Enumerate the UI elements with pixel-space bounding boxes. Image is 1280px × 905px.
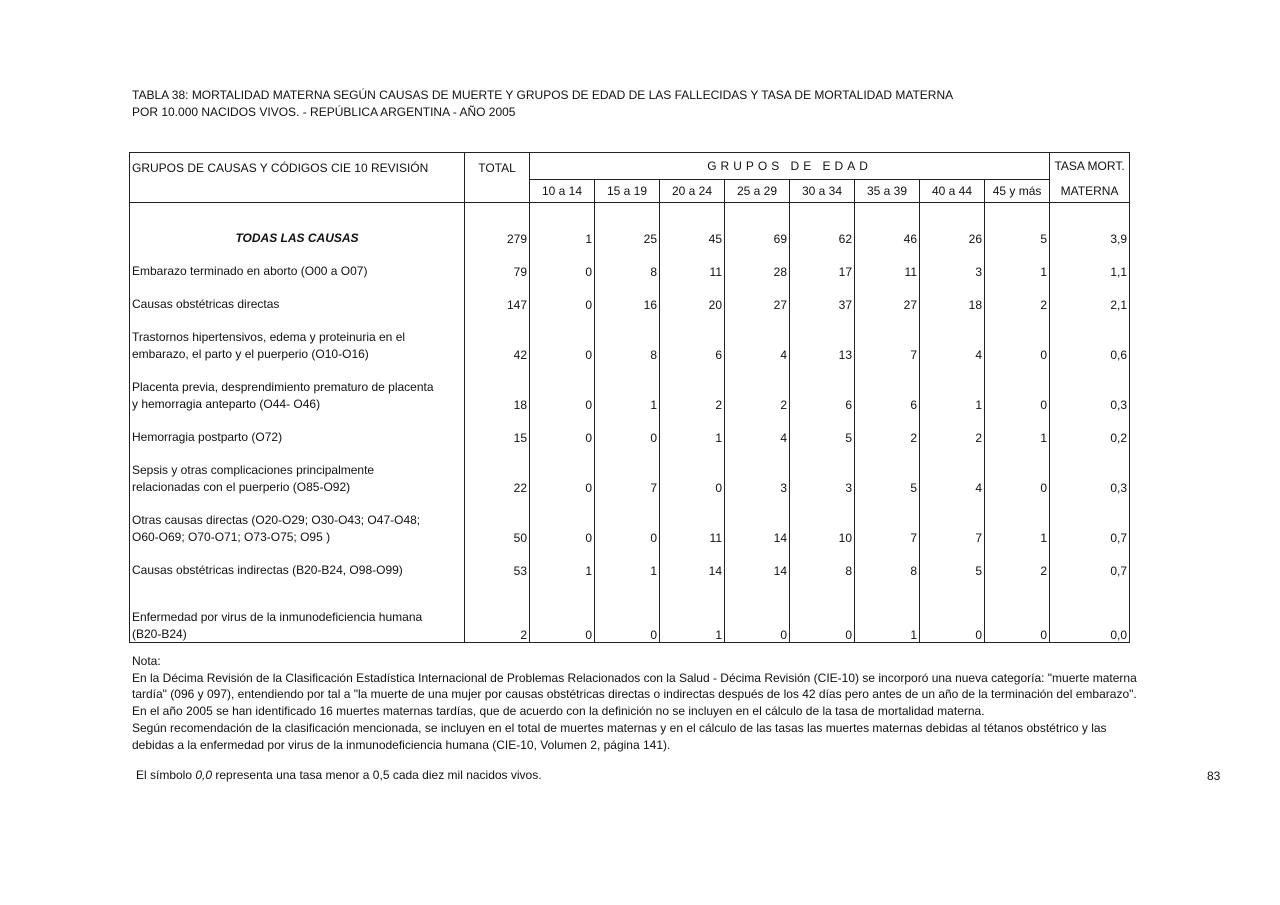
row-rate: 0,0 bbox=[1050, 578, 1130, 643]
notes-line: En la Décima Revisión de la Clasificación Estadística Internacional de Problemas Relacionados con la Salud - Décima Revisión (CIE-10) se incorporó una nueva categoría: "muerte materna bbox=[132, 670, 1137, 685]
row-age-value: 0 bbox=[920, 578, 985, 643]
row-age-value: 1 bbox=[985, 246, 1050, 279]
notes-line: tardía" (096 y 097), entendiendo por tal a "la muerte de una mujer por causas obstétricas directas o indirectas después de los 42 días pero antes de un año de la terminación del embarazo". bbox=[132, 687, 1137, 702]
row-age-value: 4 bbox=[920, 445, 985, 495]
row-rate: 0,3 bbox=[1050, 362, 1130, 412]
row-rate: 0,2 bbox=[1050, 412, 1130, 445]
row-age-value: 16 bbox=[595, 279, 660, 312]
row-label bbox=[130, 545, 465, 578]
row-label bbox=[130, 412, 465, 445]
header-age-3: 20 a 24 bbox=[660, 180, 725, 203]
row-label-line-1: Trastornos hipertensivos, edema y proteinuria en el bbox=[132, 330, 406, 344]
header-age-groups: GRUPOS DE EDAD bbox=[530, 153, 1050, 180]
row-age-value: 0 bbox=[660, 445, 725, 495]
table-row bbox=[130, 445, 1130, 495]
row-age-value: 0 bbox=[530, 312, 595, 362]
row-age-value: 2 bbox=[855, 412, 920, 445]
row-age-value: 25 bbox=[595, 203, 660, 247]
row-age-value: 46 bbox=[855, 203, 920, 247]
header-rate-line-2: MATERNA bbox=[1050, 180, 1130, 203]
row-age-value: 11 bbox=[660, 246, 725, 279]
row-total: 22 bbox=[465, 445, 530, 495]
header-row bbox=[130, 153, 1130, 180]
row-age-value: 1 bbox=[985, 412, 1050, 445]
table-title-line-1: TABLA 38: MORTALIDAD MATERNA SEGÚN CAUSAS DE MUERTE Y GRUPOS DE EDAD DE LAS FALLECIDAS Y TASA DE MORTALIDAD MATERNA bbox=[132, 88, 954, 102]
row-age-value: 13 bbox=[790, 312, 855, 362]
row-age-value: 0 bbox=[530, 578, 595, 643]
row-age-value: 5 bbox=[855, 445, 920, 495]
row-label-line-2: O60-O69; O70-O71; O73-O75; O95 ) bbox=[132, 529, 331, 544]
table-row bbox=[130, 545, 1130, 578]
row-age-value: 7 bbox=[855, 312, 920, 362]
header-causes: GRUPOS DE CAUSAS Y CÓDIGOS CIE 10 REVISIÓN bbox=[132, 161, 429, 175]
row-age-value: 20 bbox=[660, 279, 725, 312]
row-age-value: 0 bbox=[595, 412, 660, 445]
row-age-value: 5 bbox=[790, 412, 855, 445]
table-row bbox=[130, 312, 1130, 362]
row-age-value: 1 bbox=[920, 362, 985, 412]
notes bbox=[132, 653, 1192, 753]
row-age-value: 0 bbox=[530, 362, 595, 412]
row-age-value: 0 bbox=[725, 578, 790, 643]
row-age-value: 0 bbox=[530, 445, 595, 495]
row-age-value: 8 bbox=[790, 545, 855, 578]
row-total: 15 bbox=[465, 412, 530, 445]
header-age-2: 15 a 19 bbox=[595, 180, 660, 203]
row-rate: 0,7 bbox=[1050, 495, 1130, 545]
row-age-value: 4 bbox=[920, 312, 985, 362]
row-label bbox=[130, 362, 465, 412]
row-age-value: 11 bbox=[660, 495, 725, 545]
row-label bbox=[130, 246, 465, 279]
row-total: 279 bbox=[465, 203, 530, 247]
header-age-4: 25 a 29 bbox=[725, 180, 790, 203]
row-rate: 3,9 bbox=[1050, 203, 1130, 247]
row-label bbox=[130, 312, 465, 362]
header-age-8: 45 y más bbox=[985, 180, 1050, 203]
row-age-value: 26 bbox=[920, 203, 985, 247]
row-age-value: 1 bbox=[985, 495, 1050, 545]
row-age-value: 45 bbox=[660, 203, 725, 247]
table-row bbox=[130, 412, 1130, 445]
notes-line: En el año 2005 se han identificado 16 muertes maternas tardías, que de acuerdo con la definición no se incluyen en el cálculo de la tasa de mortalidad materna. bbox=[132, 704, 985, 719]
row-total: 2 bbox=[465, 578, 530, 643]
row-age-value: 6 bbox=[855, 362, 920, 412]
row-label-line-2: (B20-B24) bbox=[132, 626, 187, 641]
row-label-line-2: relacionadas con el puerperio (O85-O92) bbox=[132, 479, 351, 494]
table-row bbox=[130, 246, 1130, 279]
row-total: 147 bbox=[465, 279, 530, 312]
table-title-line-2: POR 10.000 NACIDOS VIVOS. - REPÚBLICA ARGENTINA - AÑO 2005 bbox=[132, 105, 516, 119]
row-age-value: 4 bbox=[725, 312, 790, 362]
mortality-table bbox=[129, 152, 1130, 643]
row-age-value: 0 bbox=[530, 495, 595, 545]
row-age-value: 28 bbox=[725, 246, 790, 279]
row-label bbox=[130, 578, 465, 643]
table-title bbox=[132, 87, 953, 121]
symbol-note-suffix: representa una tasa menor a 0,5 cada diez mil nacidos vivos. bbox=[212, 768, 542, 782]
row-label-line-2: y hemorragia anteparto (O44- O46) bbox=[132, 396, 321, 411]
row-age-value: 2 bbox=[920, 412, 985, 445]
header-total: TOTAL bbox=[465, 153, 530, 203]
row-age-value: 17 bbox=[790, 246, 855, 279]
row-rate: 1,1 bbox=[1050, 246, 1130, 279]
row-age-value: 1 bbox=[595, 362, 660, 412]
row-rate: 2,1 bbox=[1050, 279, 1130, 312]
symbol-note-symbol: 0,0 bbox=[195, 768, 213, 782]
row-age-value: 0 bbox=[985, 362, 1050, 412]
row-age-value: 2 bbox=[985, 545, 1050, 578]
row-age-value: 7 bbox=[920, 495, 985, 545]
notes-heading: Nota: bbox=[132, 654, 161, 668]
row-label-line-1: Enfermedad por virus de la inmunodeficiencia humana bbox=[132, 610, 423, 624]
row-age-value: 6 bbox=[660, 312, 725, 362]
row-age-value: 0 bbox=[985, 578, 1050, 643]
table-row bbox=[130, 495, 1130, 545]
row-age-value: 2 bbox=[985, 279, 1050, 312]
row-age-value: 14 bbox=[725, 495, 790, 545]
table-row bbox=[130, 279, 1130, 312]
row-age-value: 5 bbox=[985, 203, 1050, 247]
row-total: 53 bbox=[465, 545, 530, 578]
row-age-value: 7 bbox=[595, 445, 660, 495]
row-age-value: 1 bbox=[530, 203, 595, 247]
table-row bbox=[130, 203, 1130, 247]
row-age-value: 69 bbox=[725, 203, 790, 247]
row-age-value: 14 bbox=[660, 545, 725, 578]
row-age-value: 0 bbox=[530, 412, 595, 445]
header-age-7: 40 a 44 bbox=[920, 180, 985, 203]
notes-line: debidas a la enfermedad por virus de la inmunodeficiencia humana (CIE-10, Volumen 2, página 141). bbox=[132, 737, 671, 752]
row-age-value: 3 bbox=[920, 246, 985, 279]
row-age-value: 0 bbox=[985, 312, 1050, 362]
row-age-value: 18 bbox=[920, 279, 985, 312]
row-total: 79 bbox=[465, 246, 530, 279]
row-label-line-1: Causas obstétricas directas bbox=[132, 296, 280, 311]
table-row bbox=[130, 578, 1130, 643]
row-label-line-1: Otras causas directas (O20-O29; O30-O43; O47-O48; bbox=[132, 513, 421, 527]
row-label-line-1: TODAS LAS CAUSAS bbox=[235, 230, 359, 245]
row-age-value: 37 bbox=[790, 279, 855, 312]
notes-line: Según recomendación de la clasificación mencionada, se incluyen en el total de muertes maternas y en el cálculo de las tasas las muertes maternas debidas al tétanos obstétrico y las bbox=[132, 720, 1107, 735]
page-number: 83 bbox=[1207, 769, 1221, 783]
row-total: 50 bbox=[465, 495, 530, 545]
row-age-value: 3 bbox=[790, 445, 855, 495]
row-age-value: 1 bbox=[530, 545, 595, 578]
row-label-line-2: embarazo, el parto y el puerperio (O10-O16) bbox=[132, 346, 369, 361]
row-age-value: 5 bbox=[920, 545, 985, 578]
row-age-value: 8 bbox=[595, 312, 660, 362]
row-age-value: 1 bbox=[855, 578, 920, 643]
header-rate-line-1: TASA MORT. bbox=[1050, 153, 1130, 180]
row-age-value: 1 bbox=[595, 545, 660, 578]
row-total: 42 bbox=[465, 312, 530, 362]
row-age-value: 14 bbox=[725, 545, 790, 578]
row-label-line-1: Causas obstétricas indirectas (B20-B24, O98-O99) bbox=[132, 562, 403, 577]
row-label-line-1: Embarazo terminado en aborto (O00 a O07) bbox=[132, 263, 368, 278]
row-rate: 0,6 bbox=[1050, 312, 1130, 362]
row-total: 18 bbox=[465, 362, 530, 412]
row-label bbox=[130, 279, 465, 312]
row-age-value: 10 bbox=[790, 495, 855, 545]
row-age-value: 2 bbox=[725, 362, 790, 412]
row-age-value: 4 bbox=[725, 412, 790, 445]
row-rate: 0,3 bbox=[1050, 445, 1130, 495]
row-age-value: 11 bbox=[855, 246, 920, 279]
table-row bbox=[130, 362, 1130, 412]
row-age-value: 27 bbox=[725, 279, 790, 312]
header-age-1: 10 a 14 bbox=[530, 180, 595, 203]
row-label-line-1: Sepsis y otras complicaciones principalmente bbox=[132, 463, 375, 477]
symbol-note-prefix: El símbolo bbox=[136, 768, 196, 782]
row-label-line-1: Hemorragia postparto (O72) bbox=[132, 429, 283, 444]
row-age-value: 0 bbox=[595, 578, 660, 643]
row-age-value: 27 bbox=[855, 279, 920, 312]
row-age-value: 0 bbox=[790, 578, 855, 643]
row-rate: 0,7 bbox=[1050, 545, 1130, 578]
row-label-line-1: Placenta previa, desprendimiento prematuro de placenta bbox=[132, 380, 434, 394]
row-age-value: 2 bbox=[660, 362, 725, 412]
row-age-value: 0 bbox=[985, 445, 1050, 495]
header-age-6: 35 a 39 bbox=[855, 180, 920, 203]
row-age-value: 1 bbox=[660, 578, 725, 643]
row-age-value: 0 bbox=[530, 246, 595, 279]
row-age-value: 7 bbox=[855, 495, 920, 545]
row-age-value: 8 bbox=[855, 545, 920, 578]
row-age-value: 62 bbox=[790, 203, 855, 247]
row-age-value: 8 bbox=[595, 246, 660, 279]
header-age-5: 30 a 34 bbox=[790, 180, 855, 203]
row-age-value: 3 bbox=[725, 445, 790, 495]
symbol-note bbox=[136, 768, 542, 782]
row-age-value: 0 bbox=[595, 495, 660, 545]
row-label bbox=[130, 495, 465, 545]
row-age-value: 0 bbox=[530, 279, 595, 312]
row-age-value: 6 bbox=[790, 362, 855, 412]
row-label bbox=[130, 203, 465, 247]
row-label bbox=[130, 445, 465, 495]
row-age-value: 1 bbox=[660, 412, 725, 445]
